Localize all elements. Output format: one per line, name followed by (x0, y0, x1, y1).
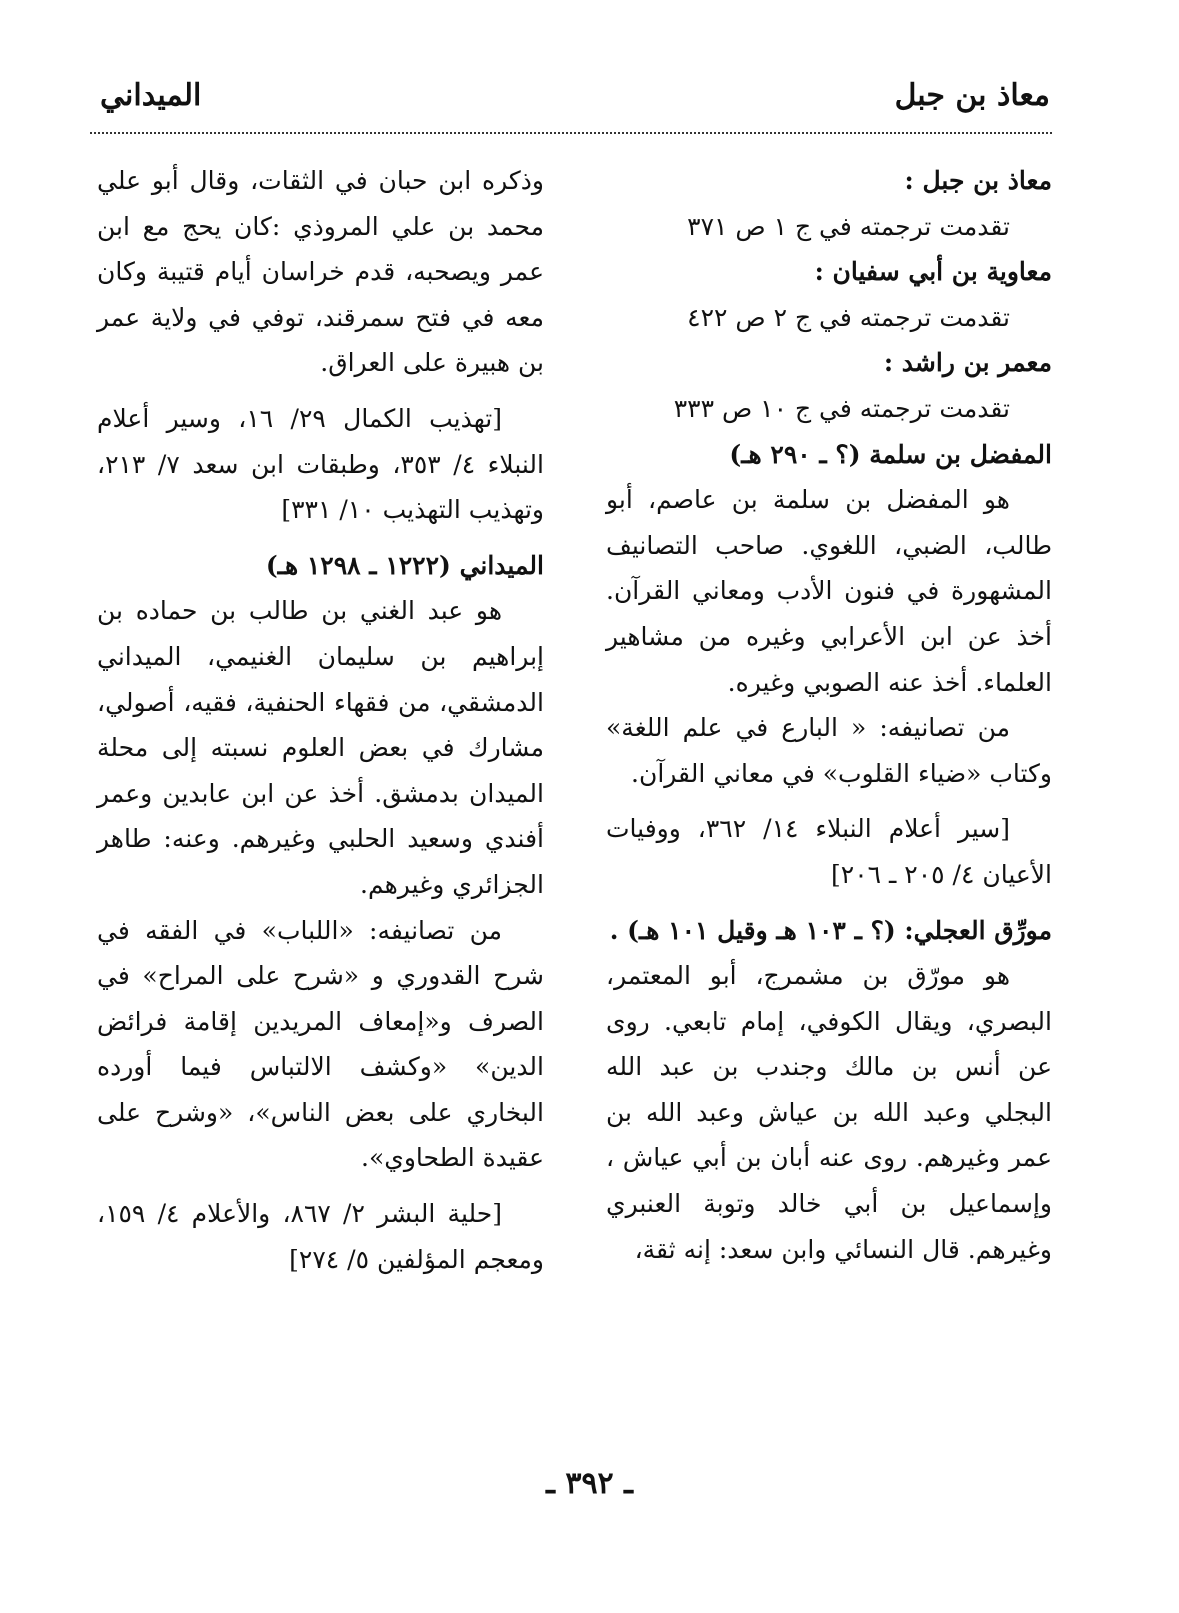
reference-paragraph: [حلية البشر ٢/ ٨٦٧، والأعلام ٤/ ١٥٩، ومعجم المؤلفين ٥/ ٢٧٤] (97, 1199, 544, 1274)
entry-paragraph: تقدمت ترجمته في ج ١ ص ٣٧١ (687, 211, 1010, 241)
right-column (606, 158, 1052, 1272)
reference-paragraph: [تهذيب الكمال ٢٩/ ١٦، وسير أعلام النبلاء ٤/ ٣٥٣، وطبقات ابن سعد ٧/ ٢١٣، وتهذيب التهذيب ١٠/ ٣٣١] (97, 403, 544, 525)
paragraph-gap (606, 796, 1052, 806)
entry-paragraph: من تصانيفه: « البارع في علم اللغة» وكتاب «ضياء القلوب» في معاني القرآن. (606, 713, 1052, 788)
entry-heading: معاذ بن جبل : (904, 166, 1052, 195)
header-dotted-rule (90, 132, 1052, 134)
paragraph-gap (97, 533, 544, 543)
continued-paragraph: وذكره ابن حبان في الثقات، وقال أبو علي محمد بن علي المروذي :كان يحج مع ابن عمر ويصحبه، قدم خراسان أيام قتيبة وكان معه في فتح سمرقند، توفي في ولاية عمر بن هبيرة على العراق. (97, 166, 544, 378)
paragraph-gap (97, 386, 544, 396)
running-header (100, 78, 1050, 128)
entry-heading: الميداني (١٢٢٢ ـ ١٢٩٨ هـ) (265, 550, 544, 580)
entry-heading: المفضل بن سلمة (؟ ـ ٢٩٠ هـ) (729, 439, 1052, 469)
entry-paragraph: تقدمت ترجمته في ج ١٠ ص ٣٣٣ (673, 393, 1010, 423)
paragraph-gap (606, 898, 1052, 908)
page-number: ـ ٣٩٢ ـ (546, 1466, 633, 1501)
running-head-right: معاذ بن جبل (894, 78, 1050, 113)
left-column (97, 158, 544, 1282)
entry-paragraph: هو مورّق بن مشمرج، أبو المعتمر، البصري، ويقال الكوفي، إمام تابعي. روى عن أنس بن مالك وجندب بن عبد الله البجلي وعبد الله بن عياش وعبد الله بن عمر وغيرهم. روى عنه أبان بن أبي عياش ، وإسماعيل بن أبي خالد وتوبة العنبري وغيرهم. قال النسائي وابن سعد: إنه ثقة، (606, 961, 1052, 1264)
entry-paragraph: من تصانيفه: «اللباب» في الفقه في شرح القدوري و «شرح على المراح» في الصرف و«إمعاف المريدين إقامة فرائض الدين» «وكشف الالتباس فيما أورده البخاري على بعض الناس»، «وشرح على عقيدة الطحاوي». (97, 915, 544, 1173)
entry-heading: معمر بن راشد : (883, 348, 1052, 378)
entry-paragraph: هو عبد الغني بن طالب بن حماده بن إبراهيم بن سليمان الغنيمي، الميداني الدمشقي، من فقهاء الحنفية، فقيه، أصولي، مشارك في بعض العلوم نسبته إلى محلة الميدان بدمشق. أخذ عن ابن عابدين وعمر أفندي وسعيد الحلبي وغيرهم. وعنه: طاهر الجزائري وغيرهم. (97, 596, 544, 899)
entry-paragraph: هو المفضل بن سلمة بن عاصم، أبو طالب، الضبي، اللغوي. صاحب التصانيف المشهورة في فنون الأدب ومعاني القرآن. أخذ عن ابن الأعرابي وغيره من مشاهير العلماء. أخذ عنه الصوبي وغيره. (606, 485, 1052, 697)
entry-heading: مورِّق العجلي: (؟ ـ ١٠٣ هـ وقيل ١٠١ هـ) . (609, 915, 1052, 945)
entry-heading: معاوية بن أبي سفيان : (814, 257, 1052, 287)
paragraph-gap (97, 1181, 544, 1191)
entry-paragraph: تقدمت ترجمته في ج ٢ ص ٤٢٢ (687, 302, 1010, 332)
reference-paragraph: [سير أعلام النبلاء ١٤/ ٣٦٢، ووفيات الأعيان ٤/ ٢٠٥ ـ ٢٠٦] (606, 814, 1052, 889)
running-head-left: الميداني (100, 78, 202, 113)
